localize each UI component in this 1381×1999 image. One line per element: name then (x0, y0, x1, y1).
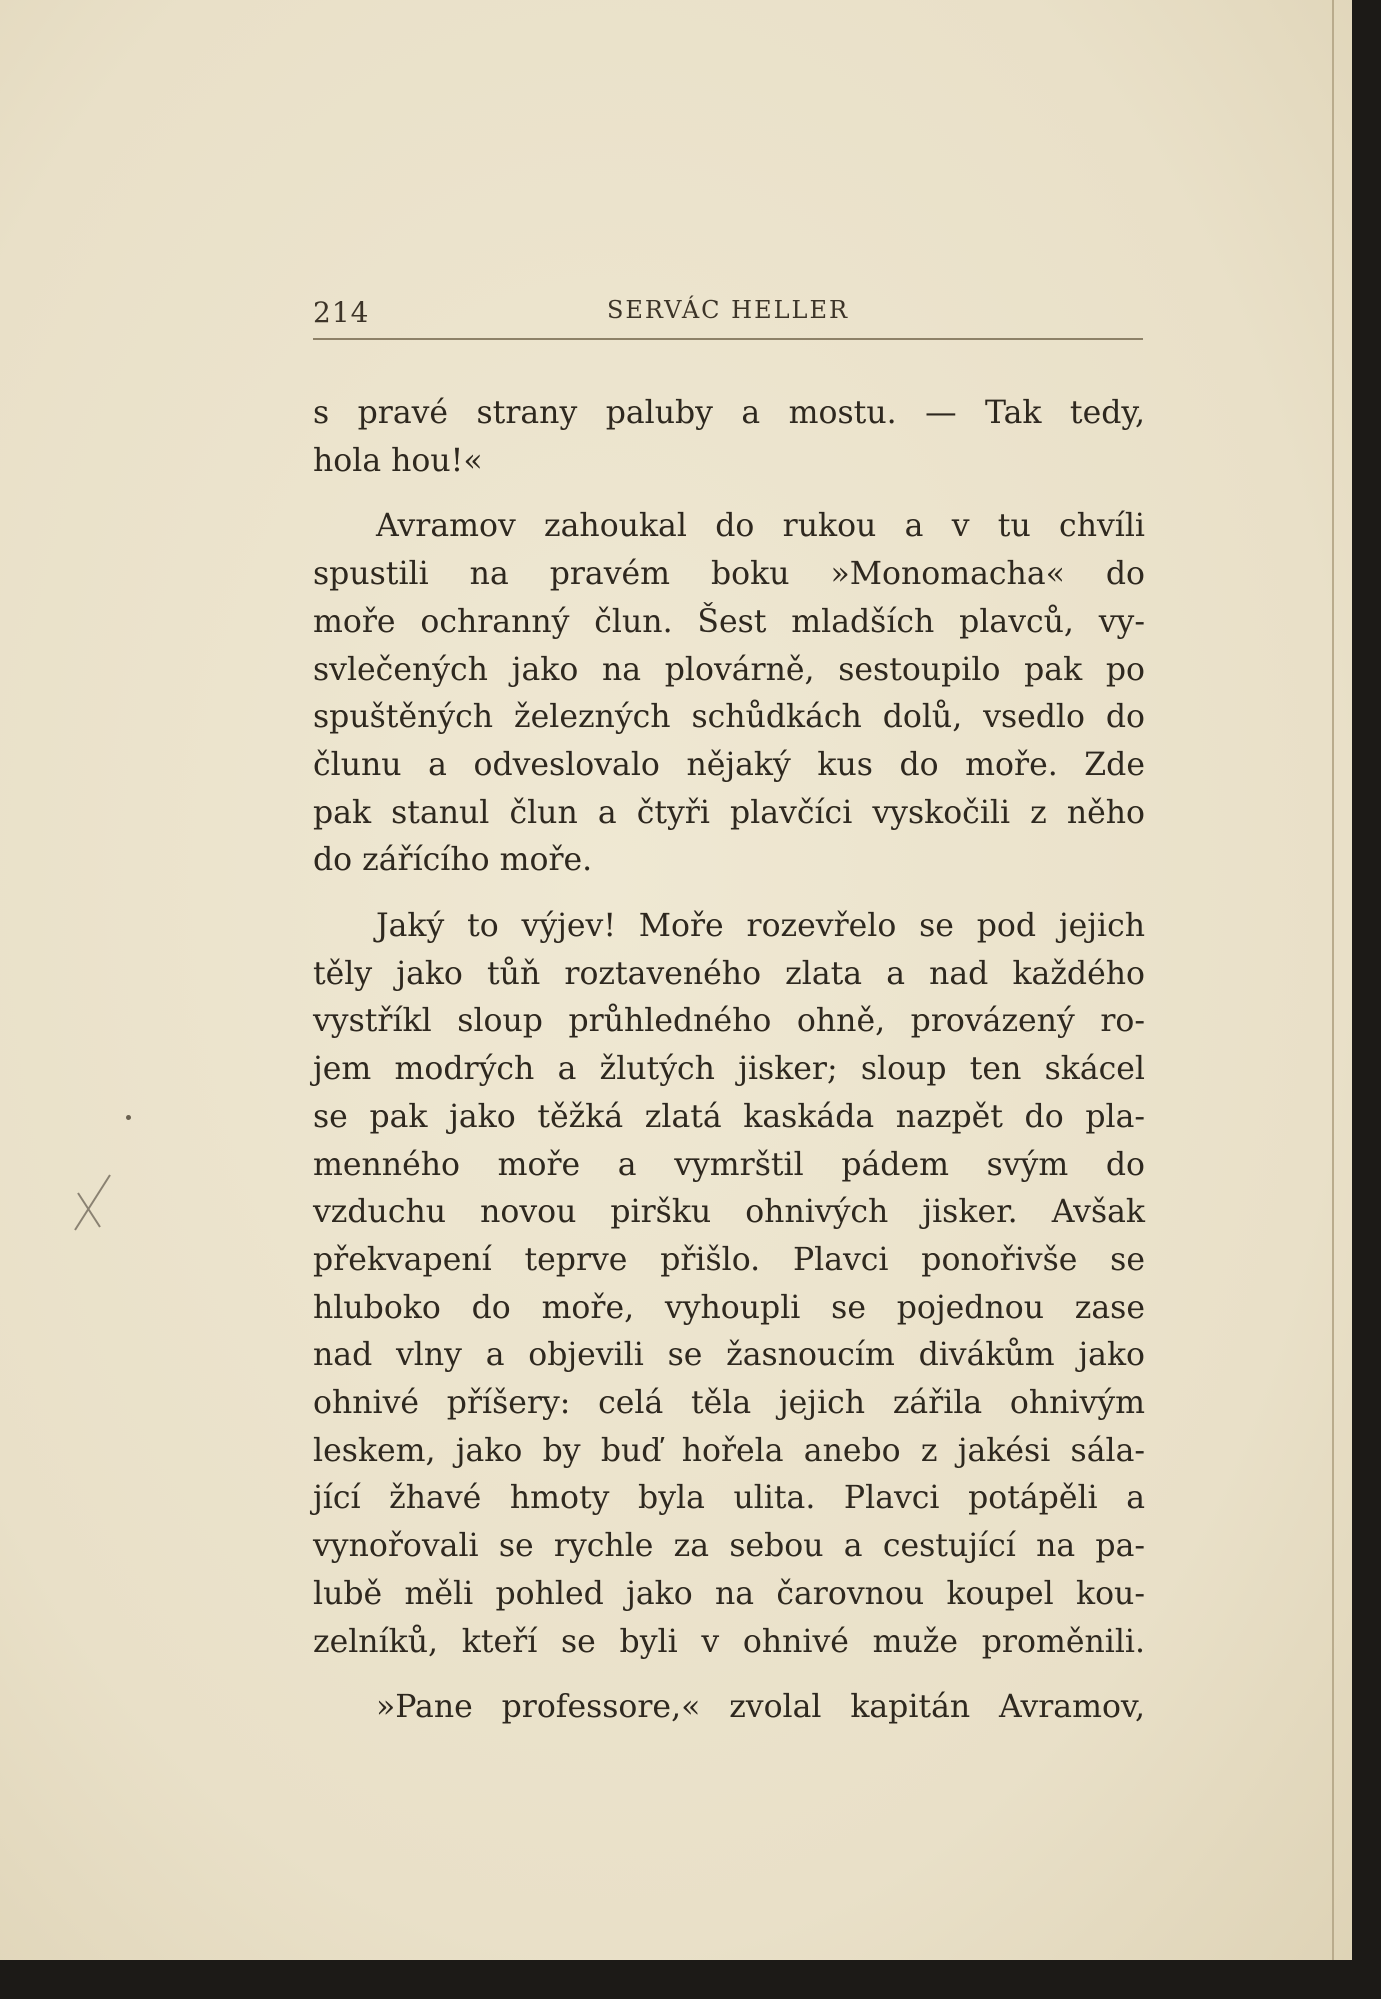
text-line: vystříkl sloup průhledného ohně, provázený ro- (313, 1003, 1145, 1040)
text-line: vzduchu novou piršku ohnivých jisker. Avšak (313, 1194, 1145, 1231)
text-line: hluboko do moře, vyhoupli se pojednou zase (313, 1289, 1145, 1326)
text-line: zelníků, kteří se byli v ohnivé muže proměnili. (313, 1623, 1145, 1660)
text-line: »Pane professore,« zvolal kapitán Avramov, (376, 1689, 1145, 1726)
text-line: Avramov zahoukal do rukou a v tu chvíli (376, 508, 1145, 545)
paragraph (313, 390, 1145, 485)
pencil-x-mark-icon (70, 1165, 140, 1235)
text-line: hola hou!« (313, 442, 483, 479)
text-line: překvapení teprve přišlo. Plavci ponořivše se (313, 1241, 1145, 1278)
text-line: spustili na pravém boku »Monomacha« do (313, 556, 1145, 593)
text-line: vynořovali se rychle za sebou a cestující na pa- (313, 1528, 1145, 1565)
text-line: jící žhavé hmoty byla ulita. Plavci potápěli a (313, 1480, 1145, 1517)
text-line: svlečených jako na plovárně, sestoupilo pak po (313, 651, 1145, 688)
text-line: menného moře a vymrštil pádem svým do (313, 1146, 1145, 1183)
text-line: lubě měli pohled jako na čarovnou koupel kou- (313, 1575, 1145, 1612)
running-title: SERVÁC HELLER (606, 296, 850, 324)
text-line: moře ochranný člun. Šest mladších plavců, vy- (313, 603, 1145, 640)
text-line: těly jako tůň roztaveného zlata a nad každého (313, 955, 1145, 992)
header-rule (313, 338, 1143, 340)
page-edge (1332, 0, 1334, 1960)
text-line: se pak jako těžká zlatá kaskáda nazpět do pla- (313, 1098, 1145, 1135)
text-line: ohnivé příšery: celá těla jejich zářila ohnivým (313, 1385, 1145, 1422)
page-number: 214 (313, 296, 370, 329)
paragraph (313, 903, 1145, 1666)
text-line: leskem, jako by buď hořela anebo z jakési sála- (313, 1432, 1145, 1469)
paragraph (313, 503, 1145, 885)
text-line: Jaký to výjev! Moře rozevřelo se pod jejich (376, 908, 1145, 945)
body-text (313, 390, 1145, 1732)
text-line: s pravé strany paluby a mostu. — Tak tedy, (313, 395, 1145, 431)
margin-dot (126, 1115, 131, 1120)
text-line: jem modrých a žlutých jisker; sloup ten skácel (313, 1051, 1145, 1088)
text-line: člunu a odveslovalo nějaký kus do moře. Zde (313, 746, 1145, 783)
paragraph (313, 1684, 1145, 1732)
text-line: spuštěných železných schůdkách dolů, vsedlo do (313, 699, 1145, 736)
text-line: nad vlny a objevili se žasnoucím divákům jako (313, 1337, 1145, 1374)
text-line: pak stanul člun a čtyři plavčíci vyskočili z něho (313, 794, 1145, 831)
text-line: do zářícího moře. (313, 842, 593, 879)
page-header (313, 296, 1143, 336)
